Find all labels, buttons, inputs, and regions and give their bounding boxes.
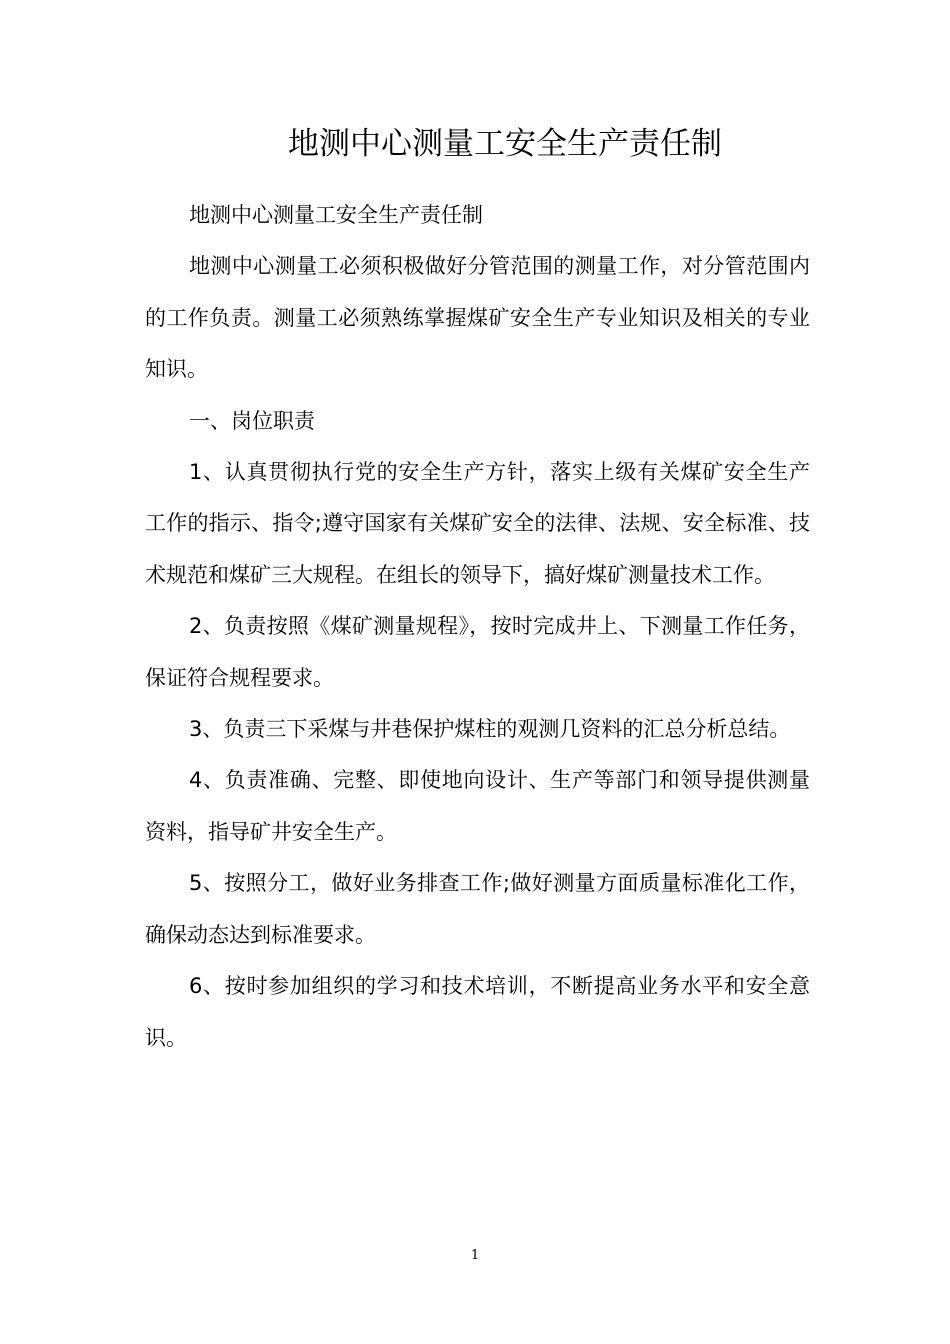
duty-item-6: 6、按时参加组织的学习和技术培训，不断提高业务水平和安全意识。 [145,974,810,1050]
paragraph-subtitle: 地测中心测量工安全生产责任制 [189,203,483,227]
document-title: 地测中心测量工安全生产责任制 [288,126,722,162]
duty-item-1: 1、认真贯彻执行党的安全生产方针，落实上级有关煤矿安全生产工作的指示、指令;遵守国家有关煤矿安全的法律、法规、安全标准、技术规范和煤矿三大规程。在组长的领导下，搞好煤矿测量技术工作。 [145,460,810,587]
document-body [145,190,810,1064]
duty-item-3: 3、负责三下采煤与井巷保护煤柱的观测几资料的汇总分析总结。 [189,717,791,742]
section-heading-duties: 一、岗位职责 [189,408,315,433]
paragraph-intro: 地测中心测量工必须积极做好分管范围的测量工作，对分管范围内的工作负责。测量工必须熟练掌握煤矿安全生产专业知识及相关的专业知识。 [145,254,810,382]
page-number: 1 [470,1248,480,1263]
duty-item-2: 2、负责按照《煤矿测量规程》，按时完成井上、下测量工作任务，保证符合规程要求。 [145,614,810,690]
duty-item-4: 4、负责准确、完整、即使地向设计、生产等部门和领导提供测量资料，指导矿井安全生产。 [145,768,810,844]
duty-item-5: 5、按照分工，做好业务排查工作;做好测量方面质量标准化工作，确保动态达到标准要求。 [145,871,810,947]
